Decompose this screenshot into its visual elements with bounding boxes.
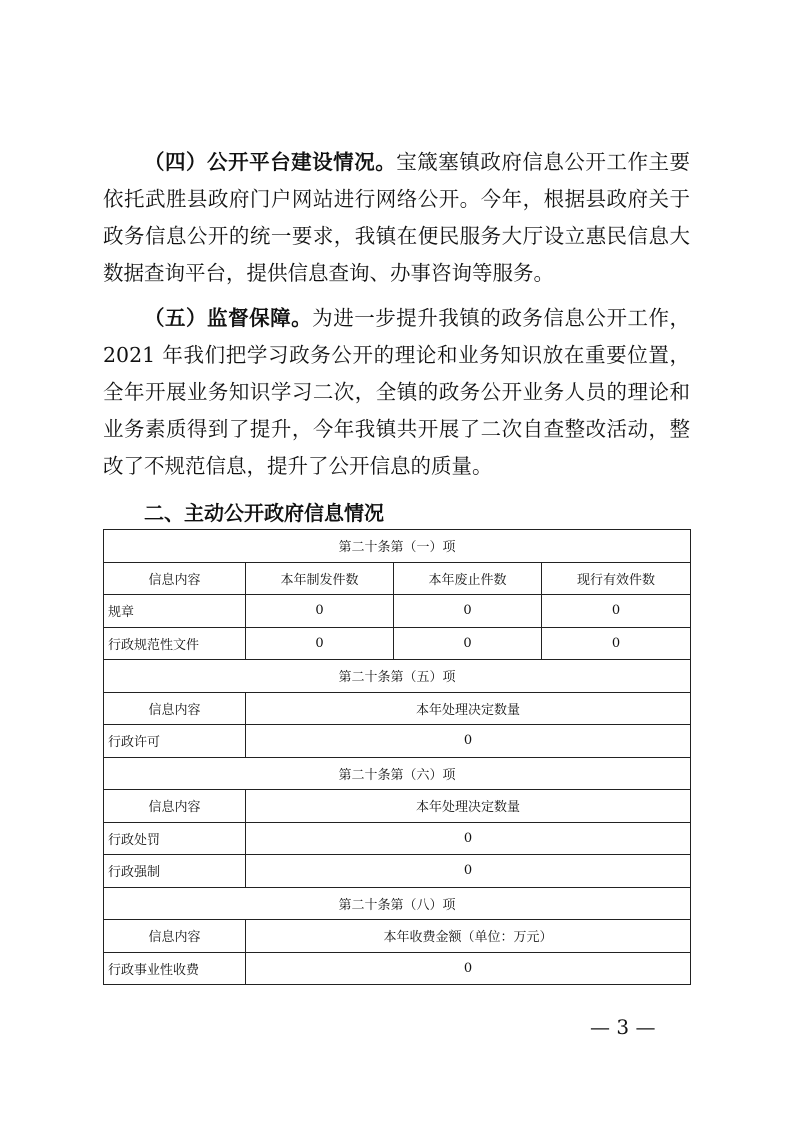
section-heading: 二、主动公开政府信息情况: [144, 501, 384, 525]
header-cell: 现行有效件数: [542, 562, 691, 595]
table-row: [104, 627, 691, 660]
value-cell: 0: [542, 595, 691, 628]
page-number: — 3 —: [590, 1015, 656, 1039]
section-title-cell: 第二十条第（六）项: [104, 757, 691, 790]
table-header-row: [104, 562, 691, 595]
table-section-title-row: [104, 660, 691, 693]
table-section-title-row: [104, 530, 691, 563]
row-label-cell: 行政处罚: [104, 822, 246, 855]
table-section-title-row: [104, 757, 691, 790]
header-cell: 信息内容: [104, 790, 246, 823]
section-title-cell: 第二十条第（五）项: [104, 660, 691, 693]
header-cell: 本年处理决定数量: [246, 790, 691, 823]
header-cell: 本年收费金额（单位：万元）: [246, 920, 691, 953]
row-label-cell: 行政事业性收费: [104, 952, 246, 985]
row-label-cell: 行政强制: [104, 855, 246, 888]
disclosure-table: [103, 529, 691, 985]
value-cell: 0: [394, 627, 542, 660]
paragraph-text: 为进一步提升我镇的政务信息公开工作，2021 年我们把学习政务公开的理论和业务知识放在重要位置，全年开展业务知识学习二次，全镇的政务公开业务人员的理论和业务素质得到了提升，今年我镇共开展了二次自查整改活动，整改了不规范信息，提升了公开信息的质量。: [103, 306, 691, 478]
table-header-row: [104, 790, 691, 823]
section-title-cell: 第二十条第（八）项: [104, 887, 691, 920]
paragraph-platform: [103, 144, 690, 292]
paragraph-lead: （四）公开平台建设情况。: [144, 150, 397, 174]
section-title-cell: 第二十条第（一）项: [104, 530, 691, 563]
row-label-cell: 行政许可: [104, 725, 246, 758]
row-label-cell: 行政规范性文件: [104, 627, 246, 660]
header-cell: 信息内容: [104, 692, 246, 725]
table-row: [104, 822, 691, 855]
header-cell: 本年废止件数: [394, 562, 542, 595]
paragraph-supervision: [103, 300, 690, 485]
value-cell: 0: [246, 855, 691, 888]
paragraph-lead: （五）监督保障。: [144, 306, 313, 330]
value-cell: 0: [542, 627, 691, 660]
table-header-row: [104, 692, 691, 725]
value-cell: 0: [246, 725, 691, 758]
header-cell: 本年制发件数: [246, 562, 394, 595]
value-cell: 0: [246, 822, 691, 855]
table-section-title-row: [104, 887, 691, 920]
value-cell: 0: [246, 952, 691, 985]
paragraph-text: 宝箴塞镇政府信息公开工作主要依托武胜县政府门户网站进行网络公开。今年，根据县政府关于政务信息公开的统一要求，我镇在便民服务大厅设立惠民信息大数据查询平台，提供信息查询、办事咨询等服务。: [103, 150, 691, 285]
table-row: [104, 595, 691, 628]
table-header-row: [104, 920, 691, 953]
value-cell: 0: [246, 627, 394, 660]
table-row: [104, 725, 691, 758]
table-row: [104, 952, 691, 985]
row-label-cell: 规章: [104, 595, 246, 628]
value-cell: 0: [246, 595, 394, 628]
table-row: [104, 855, 691, 888]
header-cell: 信息内容: [104, 920, 246, 953]
header-cell: 本年处理决定数量: [246, 692, 691, 725]
header-cell: 信息内容: [104, 562, 246, 595]
value-cell: 0: [394, 595, 542, 628]
